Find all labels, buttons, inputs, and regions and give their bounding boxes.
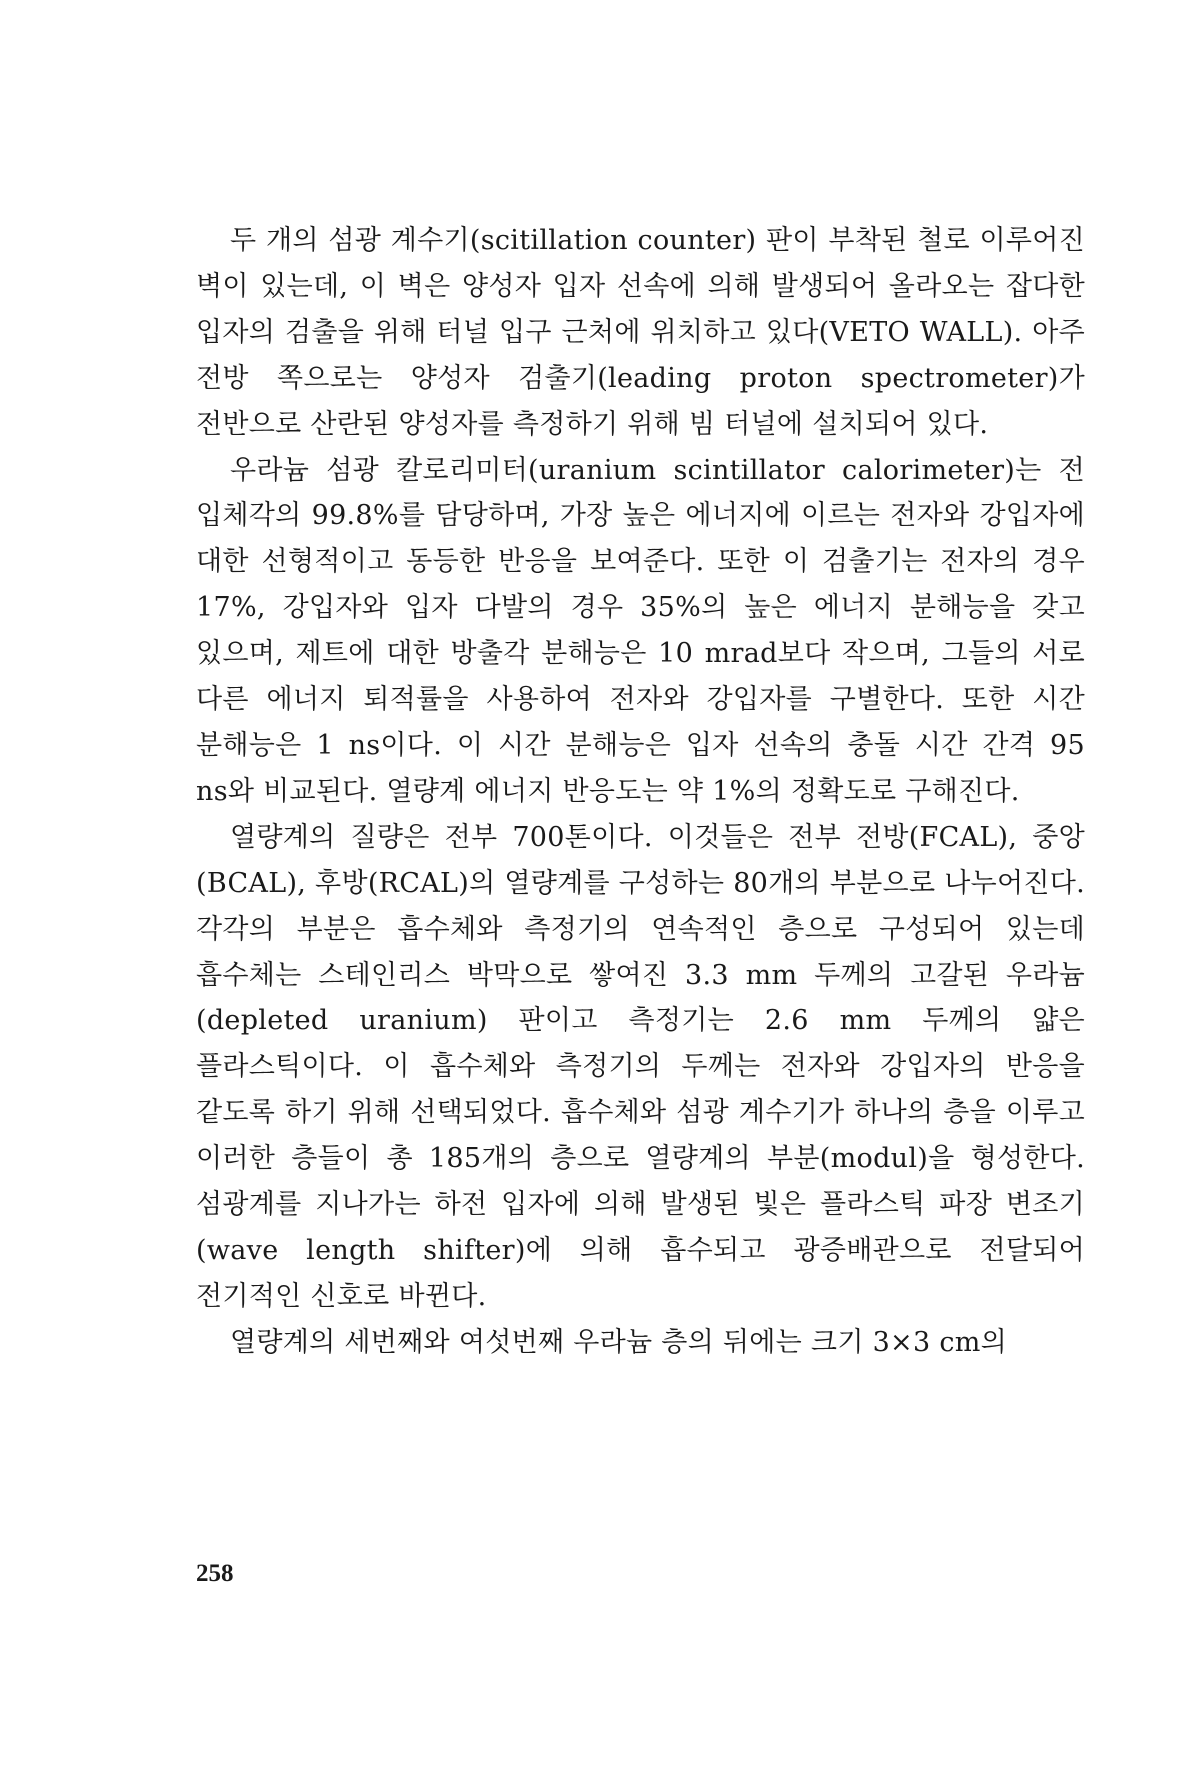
body-text (196, 218, 1085, 1366)
paragraph-calorimeter-structure: 열량계의 질량은 전부 700톤이다. 이것들은 전부 전방(FCAL), 중앙(BCAL), 후방(RCAL)의 열량계를 구성하는 80개의 부분으로 나누어진다. 각각의 부분은 흡수체와 측정기의 연속적인 층으로 구성되어 있는데 흡수체는 스테인리스 박막으로 쌓여진 3.3 mm 두께의 고갈된 우라늄(depleted uranium) 판이고 측정기는 2.6 mm 두께의 얇은 플라스틱이다. 이 흡수체와 측정기의 두께는 전자와 강입자의 반응을 같도록 하기 위해 선택되었다. 흡수체와 섬광 계수기가 하나의 층을 이루고 이러한 층들이 총 185개의 층으로 열량계의 부분(modul)을 형성한다. 섬광계를 지나가는 하전 입자에 의해 발생된 빛은 플라스틱 파장 변조기(wave length shifter)에 의해 흡수되고 광증배관으로 전달되어 전기적인 신호로 바뀐다. (196, 821, 1085, 1312)
page-number: 258 (196, 1560, 234, 1587)
paragraph-uranium-layers: 열량계의 세번째와 여섯번째 우라늄 층의 뒤에는 크기 3×3 cm의 (230, 1326, 1008, 1358)
paragraph-veto-wall: 두 개의 섬광 계수기(scitillation counter) 판이 부착된 철로 이루어진 벽이 있는데, 이 벽은 양성자 입자 선속에 의해 발생되어 올라오는 잡다한 입자의 검출을 위해 터널 입구 근처에 위치하고 있다(VETO WALL). 아주 전방 쪽으로는 양성자 검출기(leading proton spectrometer)가 전반으로 산란된 양성자를 측정하기 위해 빔 터널에 설치되어 있다. (196, 225, 1085, 440)
paragraph-calorimeter-resolution: 우라늄 섬광 칼로리미터(uranium scintillator calorimeter)는 전 입체각의 99.8%를 담당하며, 가장 높은 에너지에 이르는 전자와 강입자에 대한 선형적이고 동등한 반응을 보여준다. 또한 이 검출기는 전자의 경우 17%, 강입자와 입자 다발의 경우 35%의 높은 에너지 분해능을 갖고 있으며, 제트에 대한 방출각 분해능은 10 mrad보다 작으며, 그들의 서로 다른 에너지 퇴적률을 사용하여 전자와 강입자를 구별한다. 또한 시간 분해능은 1 ns이다. 이 시간 분해능은 입자 선속의 충돌 시간 간격 95 ns와 비교된다. 열량계 에너지 반응도는 약 1%의 정확도로 구해진다. (196, 454, 1085, 807)
